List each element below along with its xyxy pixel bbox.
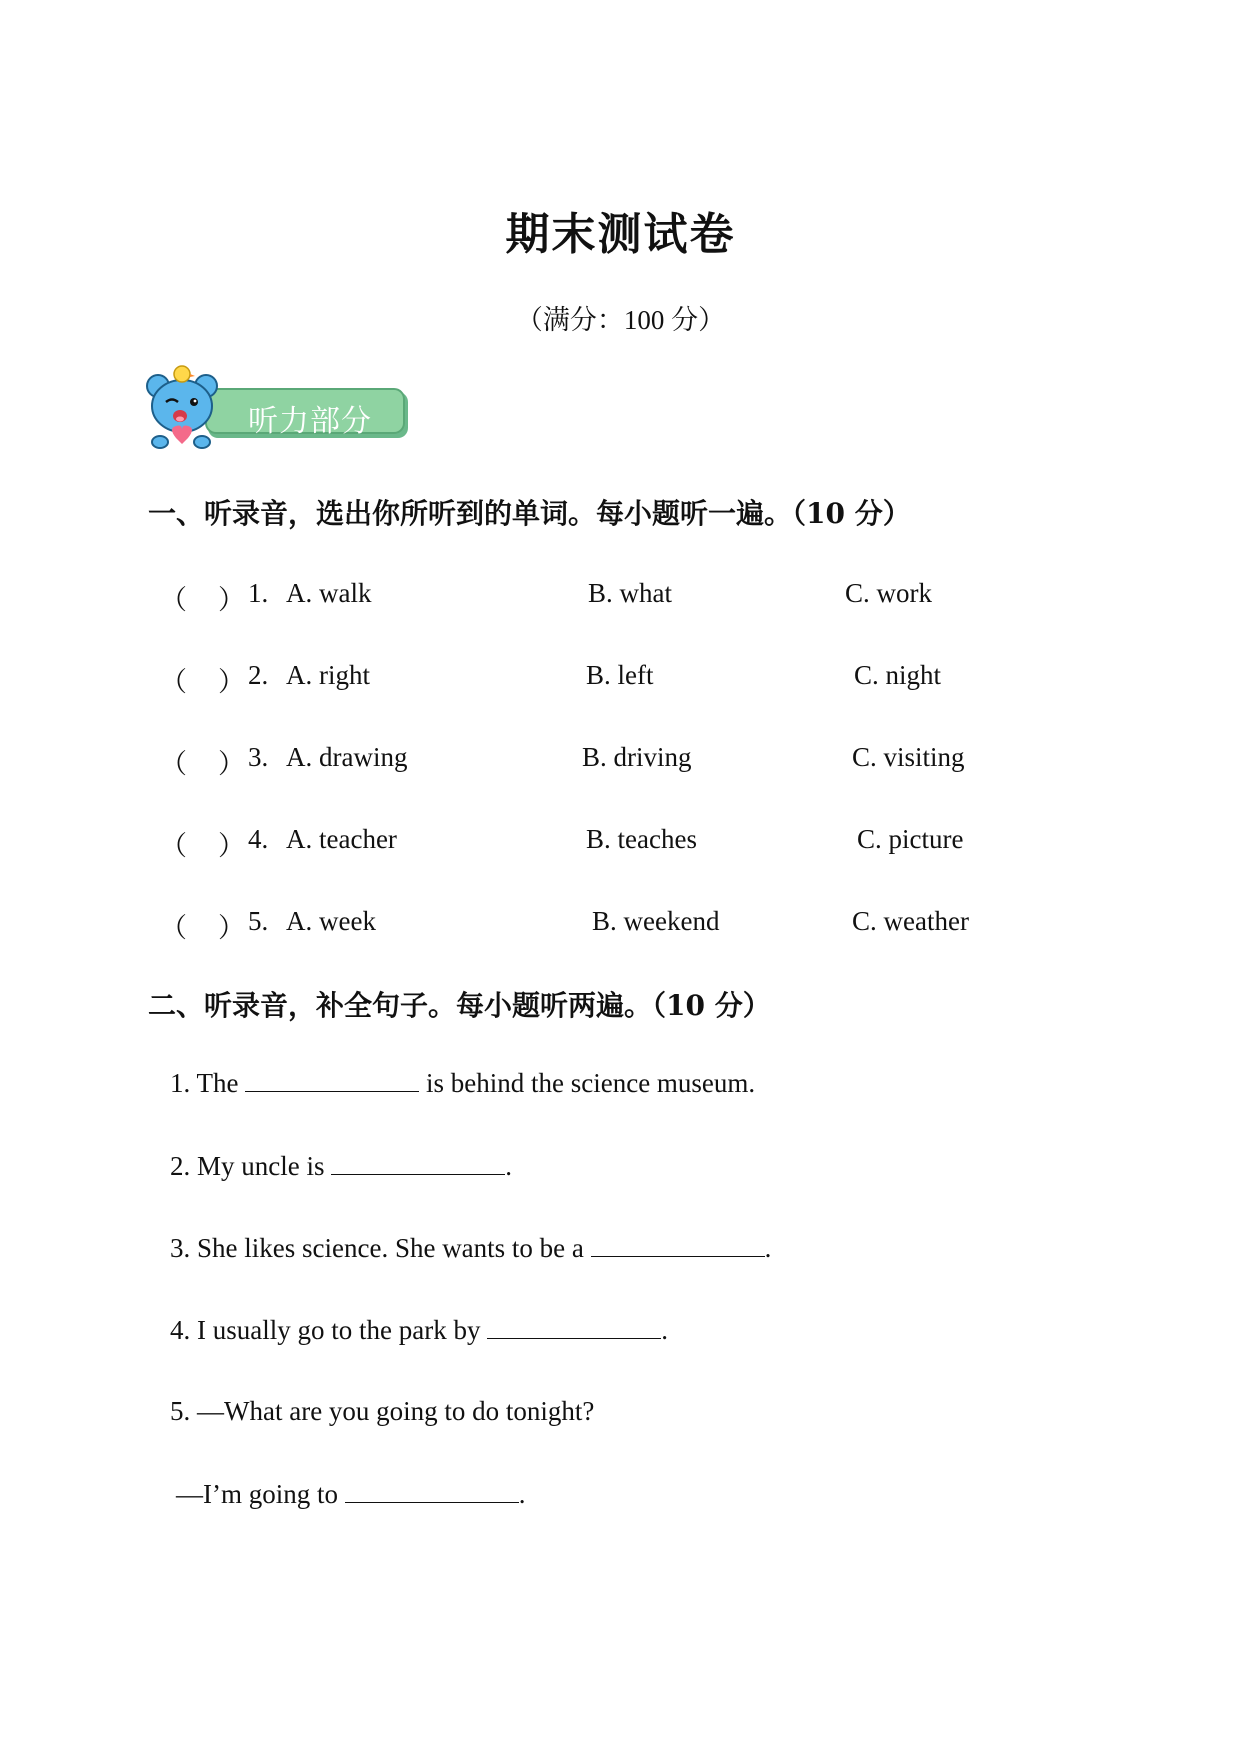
answer-paren-open: （ xyxy=(160,749,187,779)
section1-heading: 一、听录音，选出你所听到的单词。每小题听一遍。（10 分） xyxy=(148,497,911,530)
banner-label: 听力部分 xyxy=(248,404,372,439)
answer-paren-open: （ xyxy=(160,585,187,615)
answer-paren-open: （ xyxy=(160,831,187,861)
dialogue-question-text: 5. —What are you going to do tonight? xyxy=(170,1396,595,1426)
sentence-suffix: . xyxy=(505,1151,512,1181)
option-c: C. picture xyxy=(857,824,964,854)
question-row xyxy=(0,660,1241,696)
sentence-prefix: 4. I usually go to the park by xyxy=(170,1315,488,1345)
fill-in-sentence xyxy=(170,1151,512,1182)
sentence-prefix: 2. My uncle is xyxy=(170,1151,332,1181)
page-title: 期末测试卷 xyxy=(505,209,736,260)
sentence-prefix: —I’m going to xyxy=(176,1479,345,1509)
question-number: 3. xyxy=(248,742,269,772)
answer-paren-close: ） xyxy=(218,667,245,697)
answer-blank[interactable] xyxy=(345,1480,519,1503)
sentence-suffix: is behind the science museum. xyxy=(419,1068,756,1098)
option-a: A. teacher xyxy=(286,824,397,854)
option-c: C. visiting xyxy=(852,742,965,772)
fill-in-sentence xyxy=(170,1068,755,1099)
option-b: B. what xyxy=(588,578,672,608)
question-number: 4. xyxy=(248,824,269,854)
question-number: 2. xyxy=(248,660,269,690)
question-row xyxy=(0,824,1241,860)
answer-paren-close: ） xyxy=(218,913,245,943)
sentence-suffix: . xyxy=(518,1479,526,1509)
option-c: C. work xyxy=(845,578,932,608)
answer-paren-open: （ xyxy=(160,913,187,943)
question-row xyxy=(0,906,1241,942)
answer-paren-open: （ xyxy=(160,667,187,697)
option-a: A. drawing xyxy=(286,742,408,772)
fill-in-sentence xyxy=(170,1233,771,1264)
answer-paren-close: ） xyxy=(218,749,245,779)
answer-paren-close: ） xyxy=(218,831,245,861)
answer-blank[interactable] xyxy=(487,1316,661,1339)
sentence-prefix: 1. The xyxy=(170,1068,246,1098)
answer-paren-close: ） xyxy=(218,585,245,615)
answer-blank[interactable] xyxy=(591,1234,765,1257)
option-a: A. walk xyxy=(286,578,372,608)
option-b: B. teaches xyxy=(586,824,697,854)
answer-blank[interactable] xyxy=(331,1152,505,1175)
option-c: C. night xyxy=(854,660,942,690)
question-number: 1. xyxy=(248,578,269,608)
question-number: 5. xyxy=(248,906,269,936)
option-b: B. weekend xyxy=(592,906,720,936)
option-b: B. driving xyxy=(582,742,692,772)
question-row xyxy=(0,578,1241,614)
question-row xyxy=(0,742,1241,778)
fill-in-sentence xyxy=(170,1315,668,1346)
option-a: A. right xyxy=(286,660,370,690)
option-b: B. left xyxy=(586,660,654,690)
dialogue-question xyxy=(170,1396,594,1427)
sentence-prefix: 3. She likes science. She wants to be a xyxy=(170,1233,591,1263)
sentence-suffix: . xyxy=(661,1315,668,1345)
option-c: C. weather xyxy=(852,906,969,936)
option-a: A. week xyxy=(286,906,376,936)
answer-blank[interactable] xyxy=(245,1069,419,1092)
listening-section-banner xyxy=(146,362,416,458)
section2-heading: 二、听录音，补全句子。每小题听两遍。（10 分） xyxy=(148,989,771,1022)
sentence-suffix: . xyxy=(764,1233,772,1263)
full-score-note: （满分：100 分） xyxy=(515,305,726,335)
dialogue-answer xyxy=(176,1479,526,1510)
